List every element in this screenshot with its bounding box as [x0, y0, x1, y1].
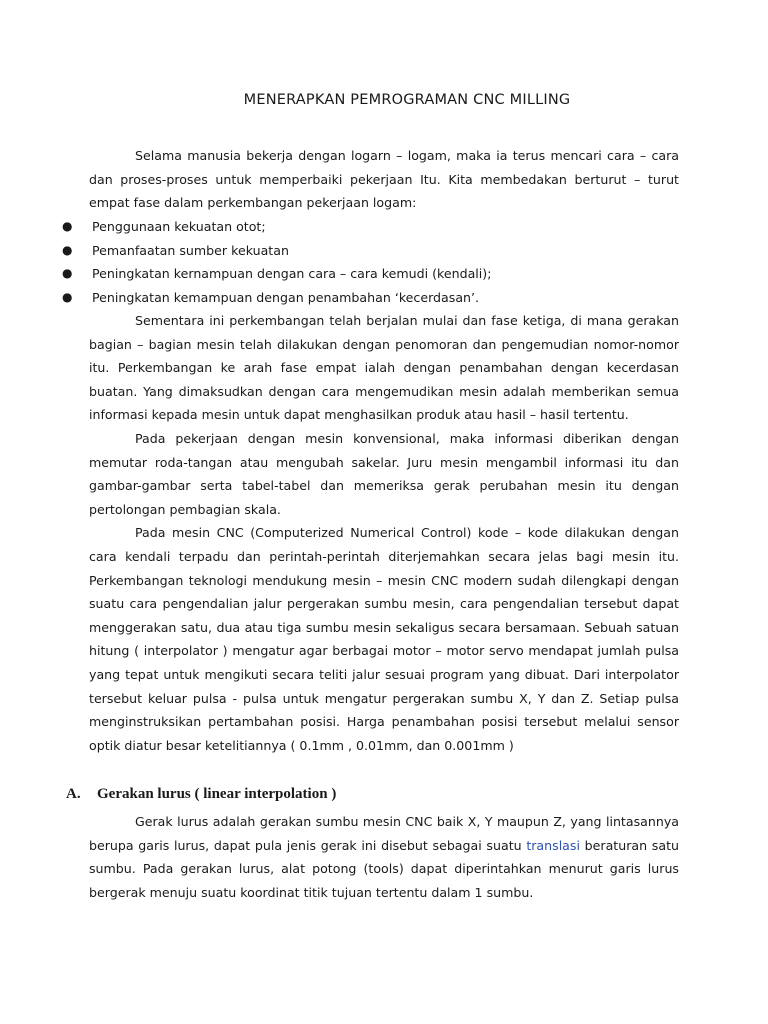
bullet-icon: ●	[62, 219, 73, 233]
list-item	[62, 286, 682, 310]
bullet-icon: ●	[62, 242, 73, 257]
intro-text: Selama manusia bekerja dengan logarn – logam, maka ia terus mencari cara – cara dan proses-proses untuk memperbaiki pekerjaan Itu. Kita membedakan berturut – turut empat fase dalam perkembangan pekerjaan logam:	[89, 148, 679, 211]
section-letter: A.	[66, 786, 81, 802]
bullet-icon: ●	[62, 289, 73, 304]
list-item	[62, 262, 682, 286]
document-title: MENERAPKAN PEMROGRAMAN CNC MILLING	[243, 92, 571, 108]
section-heading	[66, 786, 706, 803]
intro-paragraph	[89, 144, 679, 215]
list-item-text: Pemanfaatan sumber kekuatan	[92, 242, 289, 258]
bullet-icon: ●	[62, 266, 73, 281]
section-heading-text: Gerakan lurus ( linear interpolation )	[97, 786, 337, 802]
list-item	[62, 215, 682, 239]
paragraph: Sementara ini perkembangan telah berjalan mulai dan fase ketiga, di mana gerakan bagian – bagian mesin telah dilakukan dengan penomoran dan pengemudian nomor-nomor itu. Perkembangan ke arah fase empat ialah dengan penambahan dengan kecerdasan buatan. Yang dimaksudkan dengan cara mengemudikan mesin adalah memberikan semua informasi kepada mesin untuk dapat menghasilkan produk atau hasil – hasil tertentu.	[89, 313, 679, 423]
body-paragraphs	[89, 309, 679, 757]
paragraph: Pada pekerjaan dengan mesin konvensional, maka informasi diberikan dengan memutar roda-tangan atau mengubah sakelar. Juru mesin mengambil informasi itu dan gambar-gambar serta tabel-tabel dan memeriksa gerak perubahan mesin itu dengan pertolongan pembagian skala.	[89, 430, 679, 517]
paragraph-text: beraturan satu sumbu. Pada gerakan lurus, alat potong (tools) dapat diperintahkan menurut garis lurus bergerak menuju suatu koordinat titik tujuan tertentu dalam 1 sumbu.	[89, 837, 679, 900]
phase-bullet-list	[62, 215, 682, 309]
paragraph	[89, 810, 679, 904]
list-item-text: Peningkatan kernampuan dengan cara – cara kemudi (kendali);	[92, 266, 492, 282]
list-item-text: Peningkatan kemampuan dengan penambahan ‘kecerdasan’.	[92, 289, 480, 305]
translasi-link[interactable]: translasi	[526, 837, 580, 853]
list-item-text: Penggunaan kekuatan otot;	[92, 219, 266, 234]
list-item	[62, 239, 682, 263]
section-a-body	[89, 810, 679, 904]
paragraph: Pada mesin CNC (Computerized Numerical Control) kode – kode dilakukan dengan cara kendali terpadu dan perintah-perintah diterjemahkan secara jelas bagi mesin itu. Perkembangan teknologi mendukung mesin – mesin CNC modern sudah dilengkapi dengan suatu cara pengendalian jalur pergerakan sumbu mesin, cara pengendalian tersebut dapat menggerakan satu, dua atau tiga sumbu mesin sekaligus secara bersamaan. Sebuah satuan hitung ( interpolator ) mengatur agar berbagai motor – motor servo mendapat jumlah pulsa yang tepat untuk mengikuti secara teliti jalur sesuai program yang dibuat. Dari interpolator tersebut keluar pulsa - pulsa untuk mengatur pergerakan sumbu X, Y dan Z. Setiap pulsa menginstruksikan pertambahan posisi. Harga penambahan posisi tersebut melalui sensor optik diatur besar ketelitiannya ( 0.1mm , 0.01mm, dan 0.001mm )	[89, 525, 679, 753]
paragraph-text: Gerak lurus adalah gerakan sumbu mesin CNC baik X, Y maupun Z, yang lintasannya berupa garis lurus, dapat pula jenis gerak ini disebut sebagai suatu	[89, 814, 679, 853]
